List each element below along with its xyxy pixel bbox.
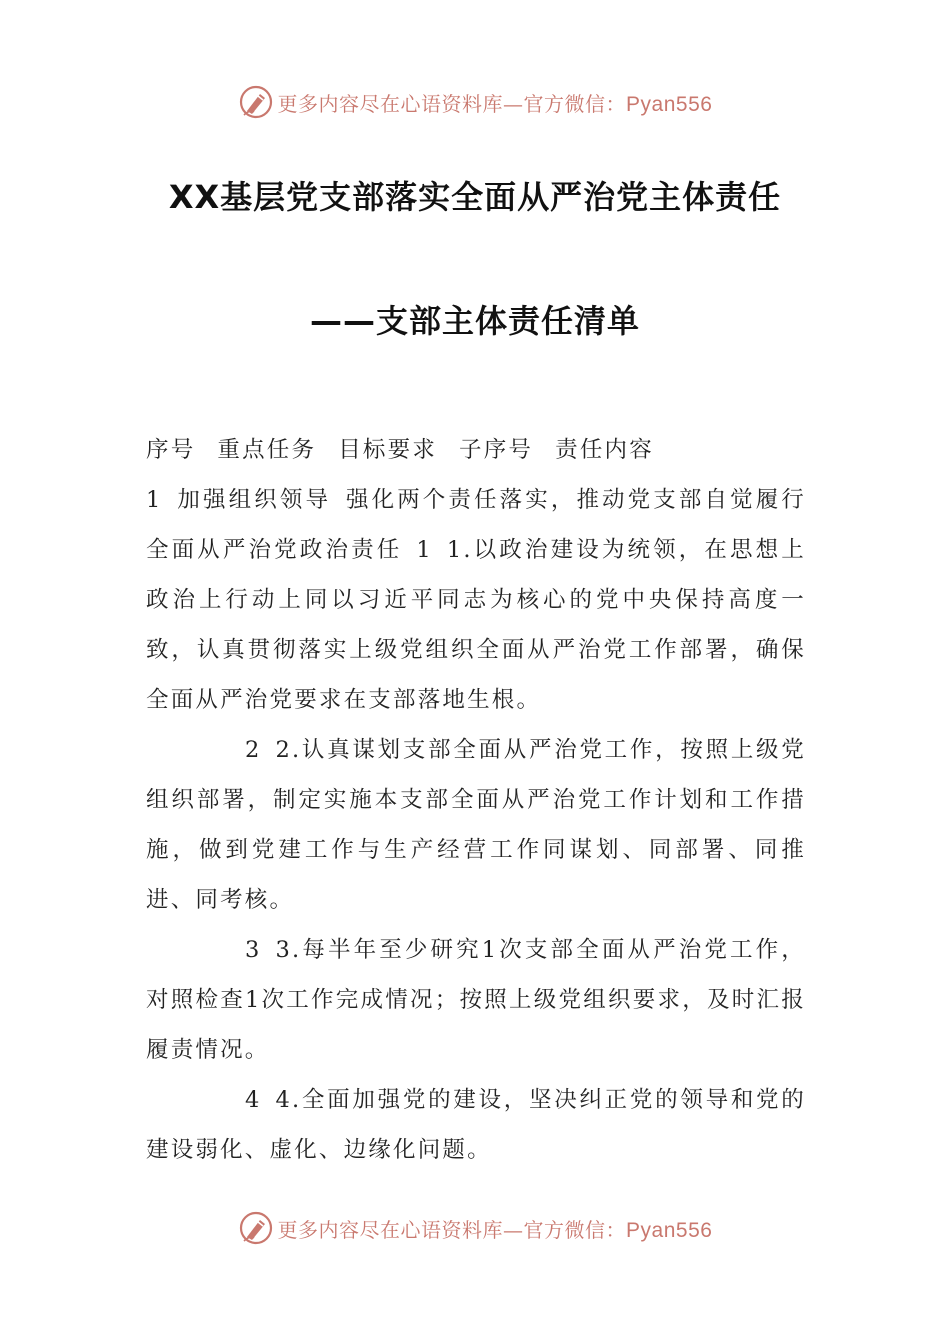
paragraph-item4 <box>146 1075 806 1175</box>
sub-number: 2 <box>245 737 262 763</box>
sub-number: 4 <box>245 1087 262 1113</box>
row-goal: 强化两个责任落实，推动党支部自觉履行全面从严治党政治责任 <box>146 487 807 563</box>
item-text: 4.全面加强党的建设，坚决纠正党的领导和党的建设弱化、虚化、边缘化问题。 <box>146 1087 806 1163</box>
watermark-banner-top <box>0 82 950 122</box>
watermark-id: Pyan556 <box>626 1218 713 1242</box>
col-header-subno: 子序号 <box>459 437 534 463</box>
col-header-content: 责任内容 <box>555 437 654 463</box>
col-header-no: 序号 <box>146 437 196 463</box>
pen-logo-icon <box>238 1210 274 1246</box>
sub-number: 3 <box>245 937 262 963</box>
table-header-row <box>146 425 806 475</box>
document-title: XX基层党支部落实全面从严治党主体责任 <box>168 178 782 216</box>
col-header-task: 重点任务 <box>217 437 317 463</box>
document-subtitle: ——支部主体责任清单 <box>309 302 640 340</box>
watermark-id: Pyan556 <box>626 92 713 116</box>
item-text: 3.每半年至少研究1次支部全面从严治党工作，对照检查1次工作完成情况；按照上级党组织要求，及时汇报履责情况。 <box>146 937 806 1063</box>
item-text: 1.以政治建设为统领，在思想上政治上行动上同以习近平同志为核心的党中央保持高度一致，认真贯彻落实上级党组织全面从严治党工作部署，确保全面从严治党要求在支部落地生根。 <box>146 537 806 713</box>
watermark-text: 更多内容尽在心语资料库—官方微信：Pyan556 <box>277 91 713 116</box>
item-text: 2.认真谋划支部全面从严治党工作，按照上级党组织部署，制定实施本支部全面从严治党工作计划和工作措施，做到党建工作与生产经营工作同谋划、同部署、同推进、同考核。 <box>146 737 806 913</box>
sub-number: 1 <box>416 537 433 563</box>
document-body <box>146 425 806 1175</box>
paragraph-item3 <box>146 925 806 1075</box>
paragraph-row1 <box>146 475 806 725</box>
pen-logo-icon <box>238 84 274 120</box>
watermark-text: 更多内容尽在心语资料库—官方微信：Pyan556 <box>277 1217 713 1242</box>
row-task: 加强组织领导 <box>176 487 332 513</box>
watermark-banner-bottom <box>0 1208 950 1248</box>
col-header-goal: 目标要求 <box>338 437 438 463</box>
paragraph-item2 <box>146 725 806 925</box>
row-number: 1 <box>146 487 163 513</box>
